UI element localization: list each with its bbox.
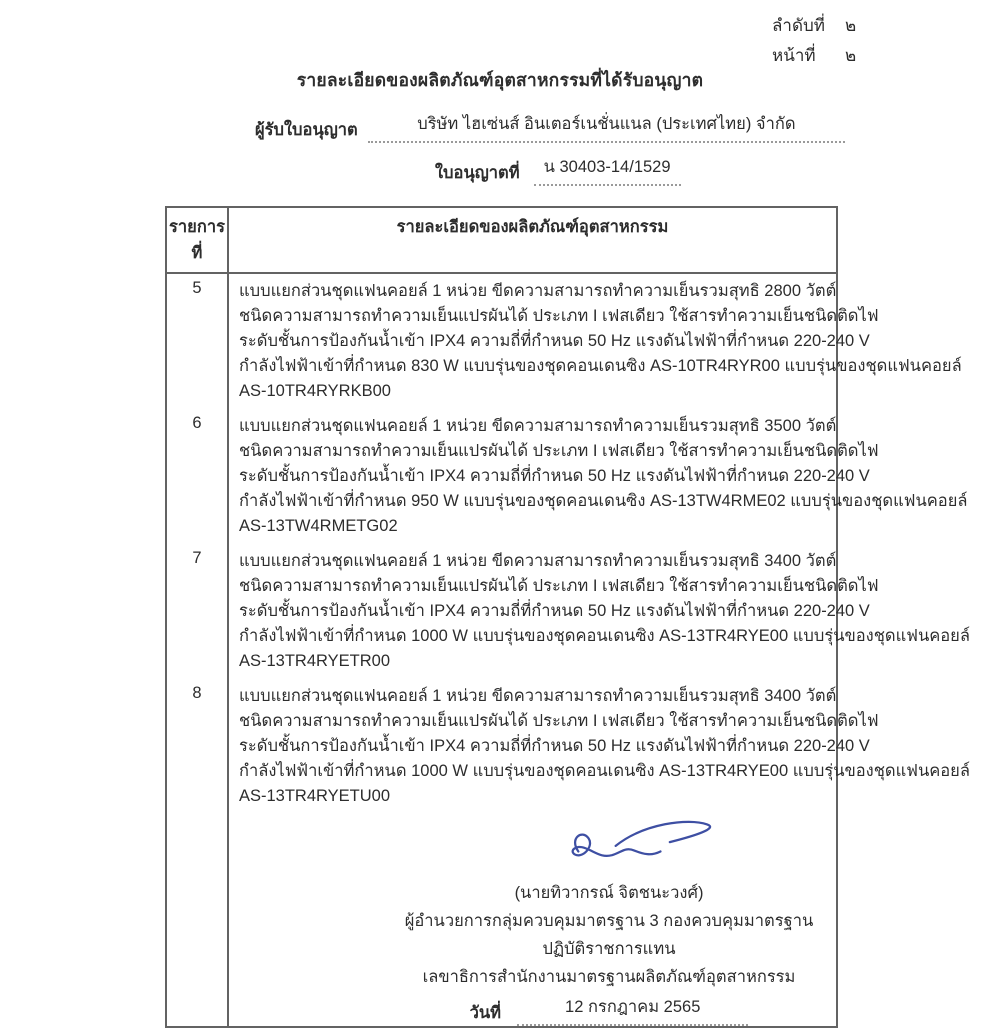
item-line: ชนิดความสามารถทำความเย็นแปรผันได้ ประเภท I เฟสเดียว ใช้สารทำความเย็นชนิดติดไฟ bbox=[239, 577, 879, 595]
item-line: AS-10TR4RYRKB00 bbox=[239, 382, 391, 400]
licensee-row bbox=[255, 111, 845, 143]
licensee-value: บริษัท ไฮเซ่นส์ อินเตอร์เนชั่นแนล (ประเทศไทย) จำกัด bbox=[368, 111, 845, 143]
order-label: ลำดับที่ bbox=[772, 16, 826, 35]
item-number: 6 bbox=[167, 409, 229, 544]
item-line: AS-13TW4RMETG02 bbox=[239, 517, 398, 535]
item-line: AS-13TR4RYETR00 bbox=[239, 652, 391, 670]
page-meta bbox=[772, 12, 856, 69]
item-lines bbox=[229, 274, 968, 409]
item-line: กำลังไฟฟ้าเข้าที่กำหนด 830 W แบบรุ่นของชุดคอนเดนซิง AS-10TR4RYR00 แบบรุ่นของชุดแฟนคอยล์ bbox=[239, 357, 962, 375]
signatory-title-3: เลขาธิการสำนักงานมาตรฐานผลิตภัณฑ์อุตสาหกรรม bbox=[422, 968, 796, 986]
products-table bbox=[165, 206, 970, 1028]
table-body bbox=[167, 274, 970, 814]
item-number: 7 bbox=[167, 544, 229, 679]
item-line: ระดับชั้นการป้องกันน้ำเข้า IPX4 ความถี่ที่กำหนด 50 Hz แรงดันไฟฟ้าที่กำหนด 220-240 V bbox=[239, 737, 870, 755]
signatory-title-2: ปฏิบัติราชการแทน bbox=[542, 940, 676, 958]
item-line: AS-13TR4RYETU00 bbox=[239, 787, 391, 805]
licensee-label: ผู้รับใบอนุญาต bbox=[255, 121, 358, 139]
item-line: กำลังไฟฟ้าเข้าที่กำหนด 1000 W แบบรุ่นของชุดคอนเดนซิง AS-13TR4RYE00 แบบรุ่นของชุดแฟนคอยล์ bbox=[239, 762, 970, 780]
item-line: แบบแยกส่วนชุดแฟนคอยล์ 1 หน่วย ขีดความสามารถทำความเย็นรวมสุทธิ 3500 วัตต์ bbox=[239, 417, 837, 435]
table-row bbox=[167, 544, 970, 679]
item-line: ระดับชั้นการป้องกันน้ำเข้า IPX4 ความถี่ที่กำหนด 50 Hz แรงดันไฟฟ้าที่กำหนด 220-240 V bbox=[239, 467, 870, 485]
date-label: วันที่ bbox=[469, 1004, 502, 1022]
order-value: ๒ bbox=[845, 16, 857, 35]
signatory-title-1: ผู้อำนวยการกลุ่มควบคุมมาตรฐาน 3 กองควบคุมมาตรฐาน bbox=[404, 912, 814, 930]
item-line: ชนิดความสามารถทำความเย็นแปรผันได้ ประเภท I เฟสเดียว ใช้สารทำความเย็นชนิดติดไฟ bbox=[239, 712, 879, 730]
item-line: ชนิดความสามารถทำความเย็นแปรผันได้ ประเภท I เฟสเดียว ใช้สารทำความเย็นชนิดติดไฟ bbox=[239, 307, 879, 325]
item-line: กำลังไฟฟ้าเข้าที่กำหนด 950 W แบบรุ่นของชุดคอนเดนซิง AS-13TW4RME02 แบบรุ่นของชุดแฟนคอยล์ bbox=[239, 492, 968, 510]
item-line: แบบแยกส่วนชุดแฟนคอยล์ 1 หน่วย ขีดความสามารถทำความเย็นรวมสุทธิ 2800 วัตต์ bbox=[239, 282, 837, 300]
signature-row bbox=[167, 814, 836, 1026]
item-line: ระดับชั้นการป้องกันน้ำเข้า IPX4 ความถี่ที่กำหนด 50 Hz แรงดันไฟฟ้าที่กำหนด 220-240 V bbox=[239, 602, 870, 620]
page-number-value: ๒ bbox=[845, 46, 857, 65]
item-lines bbox=[229, 409, 973, 544]
signature-ink bbox=[544, 816, 734, 872]
table-header-row bbox=[167, 208, 836, 274]
item-line: แบบแยกส่วนชุดแฟนคอยล์ 1 หน่วย ขีดความสามารถทำความเย็นรวมสุทธิ 3400 วัตต์ bbox=[239, 552, 837, 570]
license-number-label: ใบอนุญาตที่ bbox=[435, 164, 520, 182]
page-title: รายละเอียดของผลิตภัณฑ์อุตสาหกรรมที่ได้รับอนุญาต bbox=[296, 70, 704, 90]
date-value: 12 กรกฎาคม 2565 bbox=[517, 994, 748, 1026]
signature-block bbox=[379, 816, 839, 1026]
item-lines bbox=[229, 679, 976, 814]
item-line: แบบแยกส่วนชุดแฟนคอยล์ 1 หน่วย ขีดความสามารถทำความเย็นรวมสุทธิ 3400 วัตต์ bbox=[239, 687, 837, 705]
page-number-label: หน้าที่ bbox=[772, 46, 816, 65]
table-row bbox=[167, 679, 970, 814]
table-row bbox=[167, 409, 968, 544]
table-row bbox=[167, 274, 962, 409]
item-line: กำลังไฟฟ้าเข้าที่กำหนด 1000 W แบบรุ่นของชุดคอนเดนซิง AS-13TR4RYE00 แบบรุ่นของชุดแฟนคอยล์ bbox=[239, 627, 970, 645]
license-number-value: น 30403-14/1529 bbox=[534, 154, 681, 186]
item-lines bbox=[229, 544, 976, 679]
signature-cell bbox=[229, 814, 839, 1026]
item-number: 8 bbox=[167, 679, 229, 814]
date-row bbox=[379, 994, 839, 1026]
column-header-item-no: รายการที่ bbox=[167, 208, 229, 272]
column-header-description: รายละเอียดของผลิตภัณฑ์อุตสาหกรรม bbox=[396, 218, 669, 236]
license-number-row bbox=[435, 154, 1000, 186]
empty-number-cell bbox=[167, 814, 229, 1026]
signatory-name: (นายทิวากรณ์ จิตชนะวงศ์) bbox=[514, 884, 704, 902]
item-number: 5 bbox=[167, 274, 229, 409]
item-line: ชนิดความสามารถทำความเย็นแปรผันได้ ประเภท I เฟสเดียว ใช้สารทำความเย็นชนิดติดไฟ bbox=[239, 442, 879, 460]
item-line: ระดับชั้นการป้องกันน้ำเข้า IPX4 ความถี่ที่กำหนด 50 Hz แรงดันไฟฟ้าที่กำหนด 220-240 V bbox=[239, 332, 870, 350]
